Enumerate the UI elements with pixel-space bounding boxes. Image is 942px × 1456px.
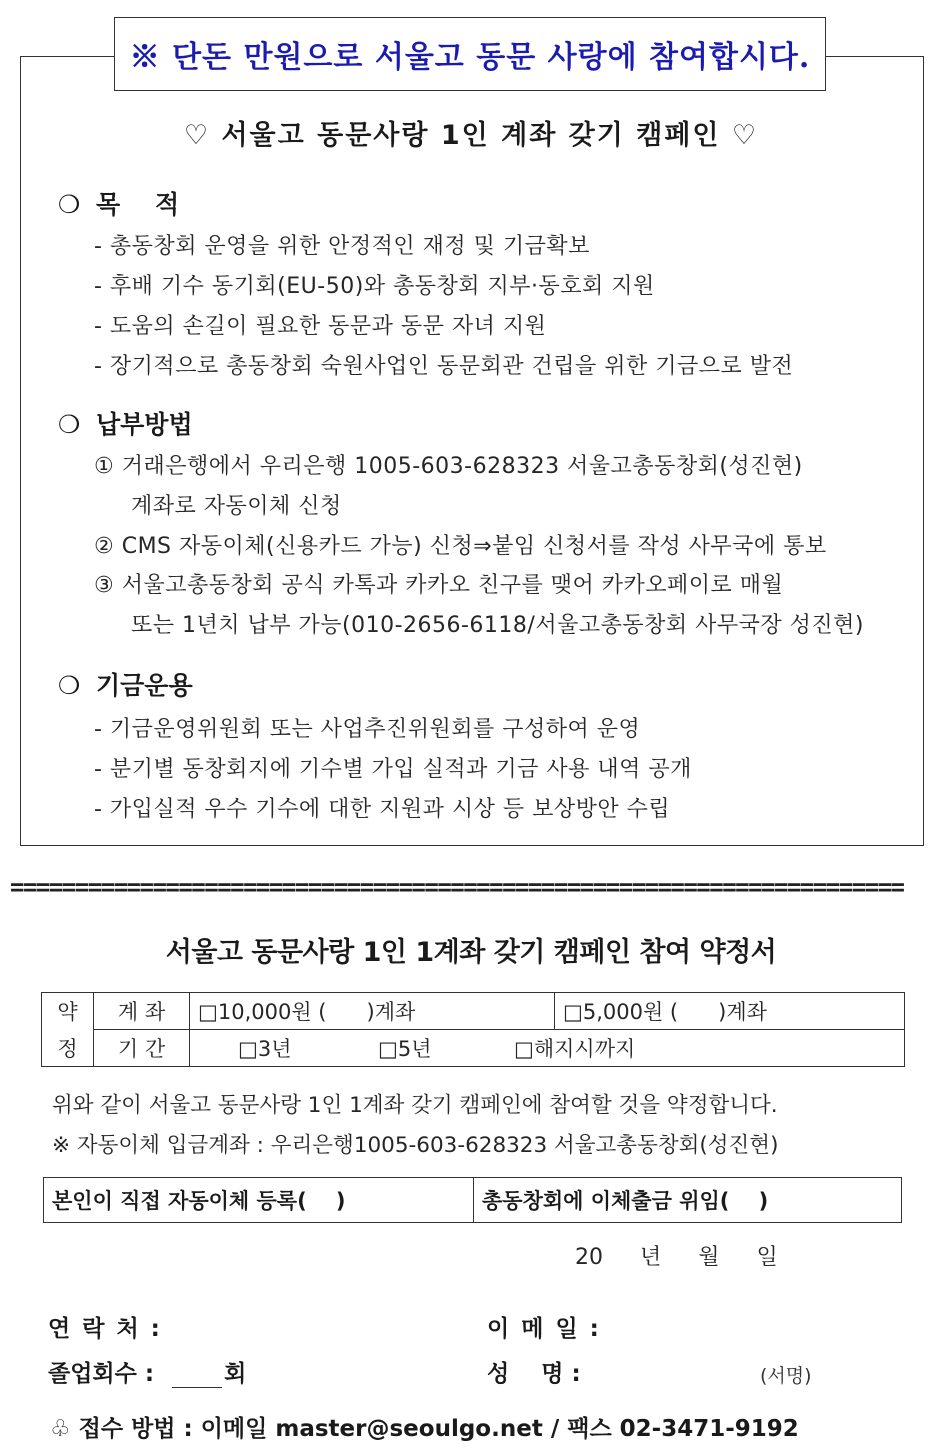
purpose-item: - 총동창회 운영을 위한 안정적인 재정 및 기금확보	[94, 234, 590, 259]
fund-item: - 분기별 동창회지에 기수별 가입 실적과 기금 사용 내역 공개	[94, 757, 692, 782]
date-line: 20 년 월 일	[575, 1245, 778, 1270]
purpose-item: - 후배 기수 동기회(EU-50)와 총동창회 지부·동호회 지원	[94, 274, 655, 299]
campaign-title: ♡ 서울고 동문사랑 1인 계좌 갖기 캠페인 ♡	[183, 120, 759, 151]
circle-bullet-icon: ❍	[58, 410, 81, 439]
purpose-item: - 장기적으로 총동창회 숙원사업인 동문회관 건립을 위한 기금으로 발전	[94, 354, 794, 379]
circle-bullet-icon: ❍	[58, 671, 81, 700]
banner-title: ※ 단돈 만원으로 서울고 동문 사랑에 참여합시다.	[114, 17, 826, 91]
purpose-item: - 도움의 손길이 필요한 동문과 동문 자녀 지원	[94, 314, 547, 339]
circle-bullet-icon: ❍	[58, 190, 81, 219]
pledge-side-label: 약	[42, 993, 94, 1030]
account-label: 계 좌	[94, 993, 190, 1030]
pledge-side-label: 정	[42, 1030, 94, 1067]
period-options	[190, 1030, 905, 1067]
graduation-blank[interactable]	[172, 1363, 222, 1388]
contact-label: 연 락 처 :	[48, 1316, 162, 1342]
period-option-3y[interactable]: □3년	[238, 1037, 292, 1061]
payment-item: ③ 서울고총동창회 공식 카톡과 카카오 친구를 맺어 카카오페이로 매월	[94, 573, 784, 598]
pledge-table	[41, 992, 905, 1067]
dashed-divider: =====================================================================	[10, 875, 904, 899]
registration-options	[43, 1177, 902, 1223]
graduation-field	[48, 1355, 246, 1388]
pledge-row-period	[42, 1030, 905, 1067]
section-heading-payment	[58, 405, 193, 441]
period-option-5y[interactable]: □5년	[378, 1037, 432, 1061]
payment-item: ① 거래은행에서 우리은행 1005-603-628323 서울고총동창회(성진현)	[94, 454, 803, 479]
signature-mark: (서명)	[760, 1365, 812, 1387]
fund-item: - 기금운영위원회 또는 사업추진위원회를 구성하여 운영	[94, 717, 641, 742]
graduation-suffix: 회	[224, 1361, 247, 1387]
payment-item: 또는 1년치 납부 가능(010-2656-6118/서울고총동창회 사무국장 성진현)	[131, 613, 864, 638]
account-option-10000[interactable]: □10,000원 ( )계좌	[190, 993, 555, 1030]
delegate-withdrawal-option[interactable]: 총동창회에 이체출금 위임( )	[482, 1189, 769, 1213]
form-title: 서울고 동문사랑 1인 1계좌 갖기 캠페인 참여 약정서	[165, 937, 777, 968]
fund-item: - 가입실적 우수 기수에 대한 지원과 시상 등 보상방안 수립	[94, 797, 671, 822]
self-registration-option[interactable]: 본인이 직접 자동이체 등록( )	[44, 1178, 474, 1222]
email-label: 이 메 일 :	[487, 1316, 601, 1342]
agreement-text: 위와 같이 서울고 동문사랑 1인 1계좌 갖기 캠페인에 참여할 것을 약정합니다.	[52, 1093, 778, 1118]
account-option-5000[interactable]: □5,000원 ( )계좌	[555, 993, 905, 1030]
period-option-until-cancel[interactable]: □해지시까지	[514, 1037, 636, 1061]
section-title: 목 적	[96, 190, 180, 219]
receipt-method: ♧ 접수 방법 : 이메일 master@seoulgo.net / 팩스 02-3471-9192	[50, 1416, 799, 1442]
payment-item: ② CMS 자동이체(신용카드 가능) 신청⇒붙임 신청서를 작성 사무국에 통보	[94, 534, 827, 559]
graduation-label: 졸업회수 :	[48, 1361, 155, 1387]
section-heading-purpose	[58, 185, 179, 221]
account-note: ※ 자동이체 입금계좌 : 우리은행1005-603-628323 서울고총동창회(성진현)	[52, 1133, 779, 1158]
period-label: 기 간	[94, 1030, 190, 1067]
name-label: 성 명 :	[487, 1361, 581, 1387]
section-title: 기금운용	[96, 671, 193, 700]
payment-item: 계좌로 자동이체 신청	[131, 494, 342, 519]
section-title: 납부방법	[96, 410, 193, 439]
section-heading-fund	[58, 666, 193, 702]
pledge-row-account	[42, 993, 905, 1030]
